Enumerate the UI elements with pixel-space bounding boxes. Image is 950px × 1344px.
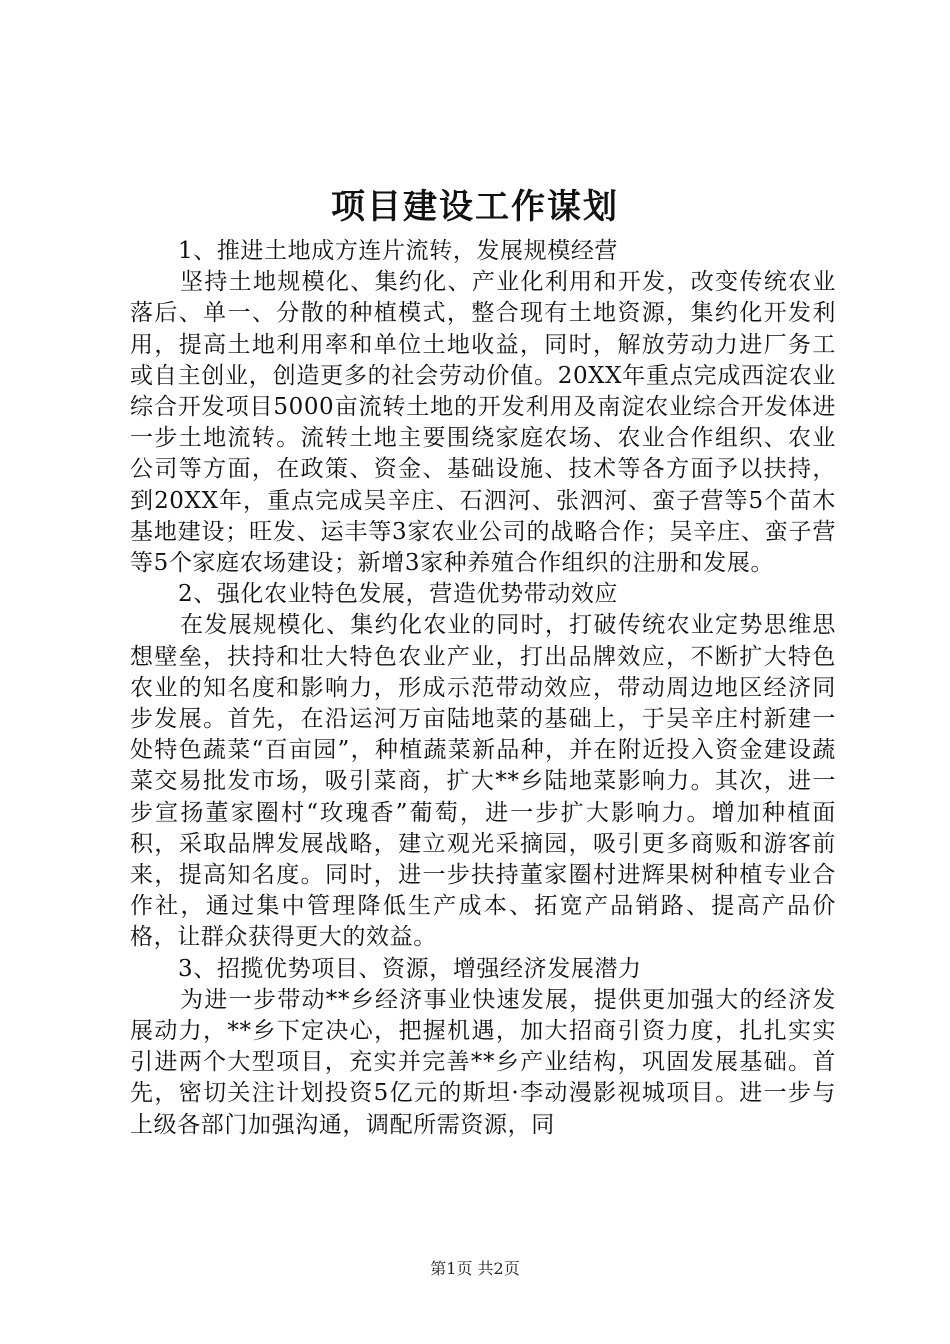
section-paragraph-2: 在发展规模化、集约化农业的同时，打破传统农业定势思维思想壁垒，扶持和壮大特色农业产业，打出品牌效应，不断扩大特色农业的知名度和影响力，形成示范带动效应，带动周边地区经济同步发展。首先，在沿运河万亩陆地菜的基础上，于吴辛庄村新建一处特色蔬菜“百亩园”，种植蔬菜新品种，并在附近投入资金建设蔬菜交易批发市场，吸引菜商，扩大**乡陆地菜影响力。其次，进一步宣扬董家圈村“玫瑰香”葡萄，进一步扩大影响力。增加种植面积，采取品牌发展战略，建立观光采摘园，吸引更多商贩和游客前来，提高知名度。同时，进一步扶持董家圈村进辉果树种植专业合作社，通过集中管理降低生产成本、拓宽产品销路、提高产品价格，让群众获得更大的效益。 (130, 612, 836, 951)
section-heading-3: 3、招揽优势项目、资源，增强经济发展潜力 (178, 955, 642, 982)
section-heading-2: 2、强化农业特色发展，营造优势带动效应 (178, 581, 619, 608)
section-paragraph-3: 为进一步带动**乡经济事业快速发展，提供更加强大的经济发展动力，**乡下定决心，把握机遇，加大招商引资力度，扎扎实实引进两个大型项目，充实并完善**乡产业结构，巩固发展基础。首先，密切关注计划投资5亿元的斯坦·李动漫影视城项目。进一步与上级各部门加强沟通，调配所需资源，同 (130, 986, 836, 1138)
page-footer: 第1页 共2页 (430, 1259, 520, 1278)
section-paragraph-1: 坚持土地规模化、集约化、产业化利用和开发，改变传统农业落后、单一、分散的种植模式，整合现有土地资源，集约化开发利用，提高土地利用率和单位土地收益，同时，解放劳动力进厂务工或自主创业，创造更多的社会劳动价值。20XX年重点完成西淀农业综合开发项目5000亩流转土地的开发利用及南淀农业综合开发体进一步土地流转。流转土地主要围绕家庭农场、农业合作组织、农业公司等方面，在政策、资金、基础设施、技术等各方面予以扶持，到20XX年，重点完成吴辛庄、石泗河、张泗河、蛮子营等5个苗木基地建设；旺发、运丰等3家农业公司的战略合作；吴辛庄、蛮子营等5个家庭农场建设；新增3家种养殖合作组织的注册和发展。 (130, 269, 836, 577)
document-body (130, 236, 836, 1141)
section-heading-1: 1、推进土地成方连片流转，发展规模经营 (178, 238, 619, 264)
page-title: 项目建设工作谋划 (331, 187, 619, 227)
